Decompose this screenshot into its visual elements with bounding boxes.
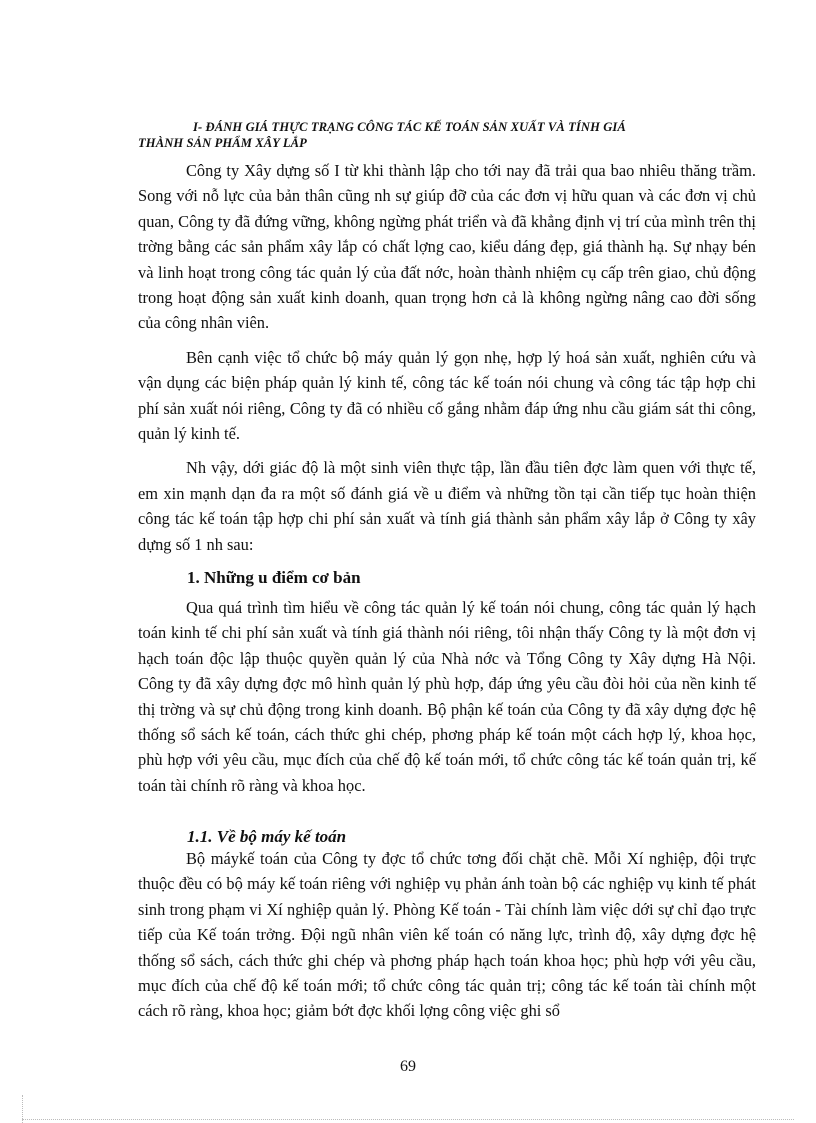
main-heading: [138, 119, 756, 151]
page-number: 69: [400, 1058, 416, 1075]
margin-divider: [22, 1095, 23, 1123]
section-1-title: 1. Những u điểm cơ bản: [187, 568, 361, 587]
main-heading-line2: THÀNH SẢN PHẨM XÂY LẮP: [138, 136, 307, 150]
section-1-paragraph: Qua quá trình tìm hiểu về công tác quản lý kế toán nói chung, công tác quản lý hạch toán kinh tế chi phí sản xuất và tính giá thành nói riêng, tôi nhận thấy Công ty là một đơn vị hạch toán độc lập thuộc quyền quản lý của Nhà nớc và Tổng Công ty Xây dựng Hà Nội. Công ty đã xây dựng đợc mô hình quản lý phù hợp, đáp ứng yêu cầu đòi hỏi của nền kinh tế thị trờng và sự chủ động trong kinh doanh. Bộ phận kế toán của Công ty đã xây dựng đợc hệ thống sổ sách kế toán, cách thức ghi chép, phơng pháp kế toán một cách hợp lý, khoa học, phù hợp với yêu cầu, mục đích của chế độ kế toán mới, tổ chức công tác kế toán quản trị, kế toán tài chính rõ ràng và khoa học.: [138, 598, 756, 795]
intro-paragraph-3: Nh vậy, dới giác độ là một sinh viên thực tập, lần đầu tiên đợc làm quen với thực tế, em xin mạnh dạn đa ra một số đánh giá về u điểm và những tồn tại cần tiếp tục hoàn thiện công tác kế toán tập hợp chi phí sản xuất và tính giá thành sản phẩm xây lắp ở Công ty xây dựng số 1 nh sau:: [138, 458, 756, 554]
intro-section: [138, 158, 756, 557]
intro-paragraph-2: Bên cạnh việc tổ chức bộ máy quản lý gọn nhẹ, hợp lý hoá sản xuất, nghiên cứu và vận dụng các biện pháp quản lý kinh tế, công tác kế toán nói chung và công tác tập hợp chi phí sản xuất nói riêng, Công ty đã có nhiều cố gắng nhằm đáp ứng nhu cầu giám sát thi công, quản lý kinh tế.: [138, 347, 756, 444]
main-heading-line1: I- ĐÁNH GIÁ THỰC TRẠNG CÔNG TÁC KẾ TOÁN SẢN XUẤT VÀ TÍNH GIÁ: [193, 120, 626, 134]
section-1-1-paragraph: Bộ máykế toán của Công ty đợc tổ chức tơng đối chặt chẽ. Mỗi Xí nghiệp, đội trực thuộc đều có bộ máy kế toán riêng với nghiệp vụ phản ánh toàn bộ các nghiệp vụ kinh tế phát sinh trong phạm vi Xí nghiệp quản lý. Phòng Kế toán - Tài chính làm việc dới sự chỉ đạo trực tiếp của Kế toán trởng. Đội ngũ nhân viên kế toán có năng lực, trình độ, xây dựng đợc hệ thống sổ sách, cách thức ghi chép và phơng pháp hạch toán khoa học; phù hợp với yêu cầu, mục đích của chế độ kế toán mới; tổ chức công tác quản trị; công tác kế toán tài chính một cách rõ ràng, khoa học; giảm bớt đợc khối lợng công việc ghi sổ: [138, 849, 756, 1021]
intro-paragraph-1: Công ty Xây dựng số I từ khi thành lập cho tới nay đã trải qua bao nhiêu thăng trầm. Song với nỗ lực của bản thân cũng nh sự giúp đỡ của các đơn vị hữu quan và các đơn vị chủ quan, Công ty đã đứng vững, không ngừng phát triển và đã khẳng định vị trí của mình trên thị trờng bằng các sản phẩm xây lắp có chất lợng cao, kiểu dáng đẹp, giá thành hạ. Sự nhạy bén và linh hoạt trong công tác quản lý của đất nớc, hoàn thành nhiệm cụ cấp trên giao, chủ động trong hoạt động sản xuất kinh doanh, quan trọng hơn cả là không ngừng nâng cao đời sống của công nhân viên.: [138, 161, 756, 333]
section-1-body: [138, 595, 756, 798]
section-1-1-title: 1.1. Về bộ máy kế toán: [187, 827, 347, 846]
section-1-1-body: [138, 846, 756, 1024]
footer-divider: [22, 1119, 794, 1120]
